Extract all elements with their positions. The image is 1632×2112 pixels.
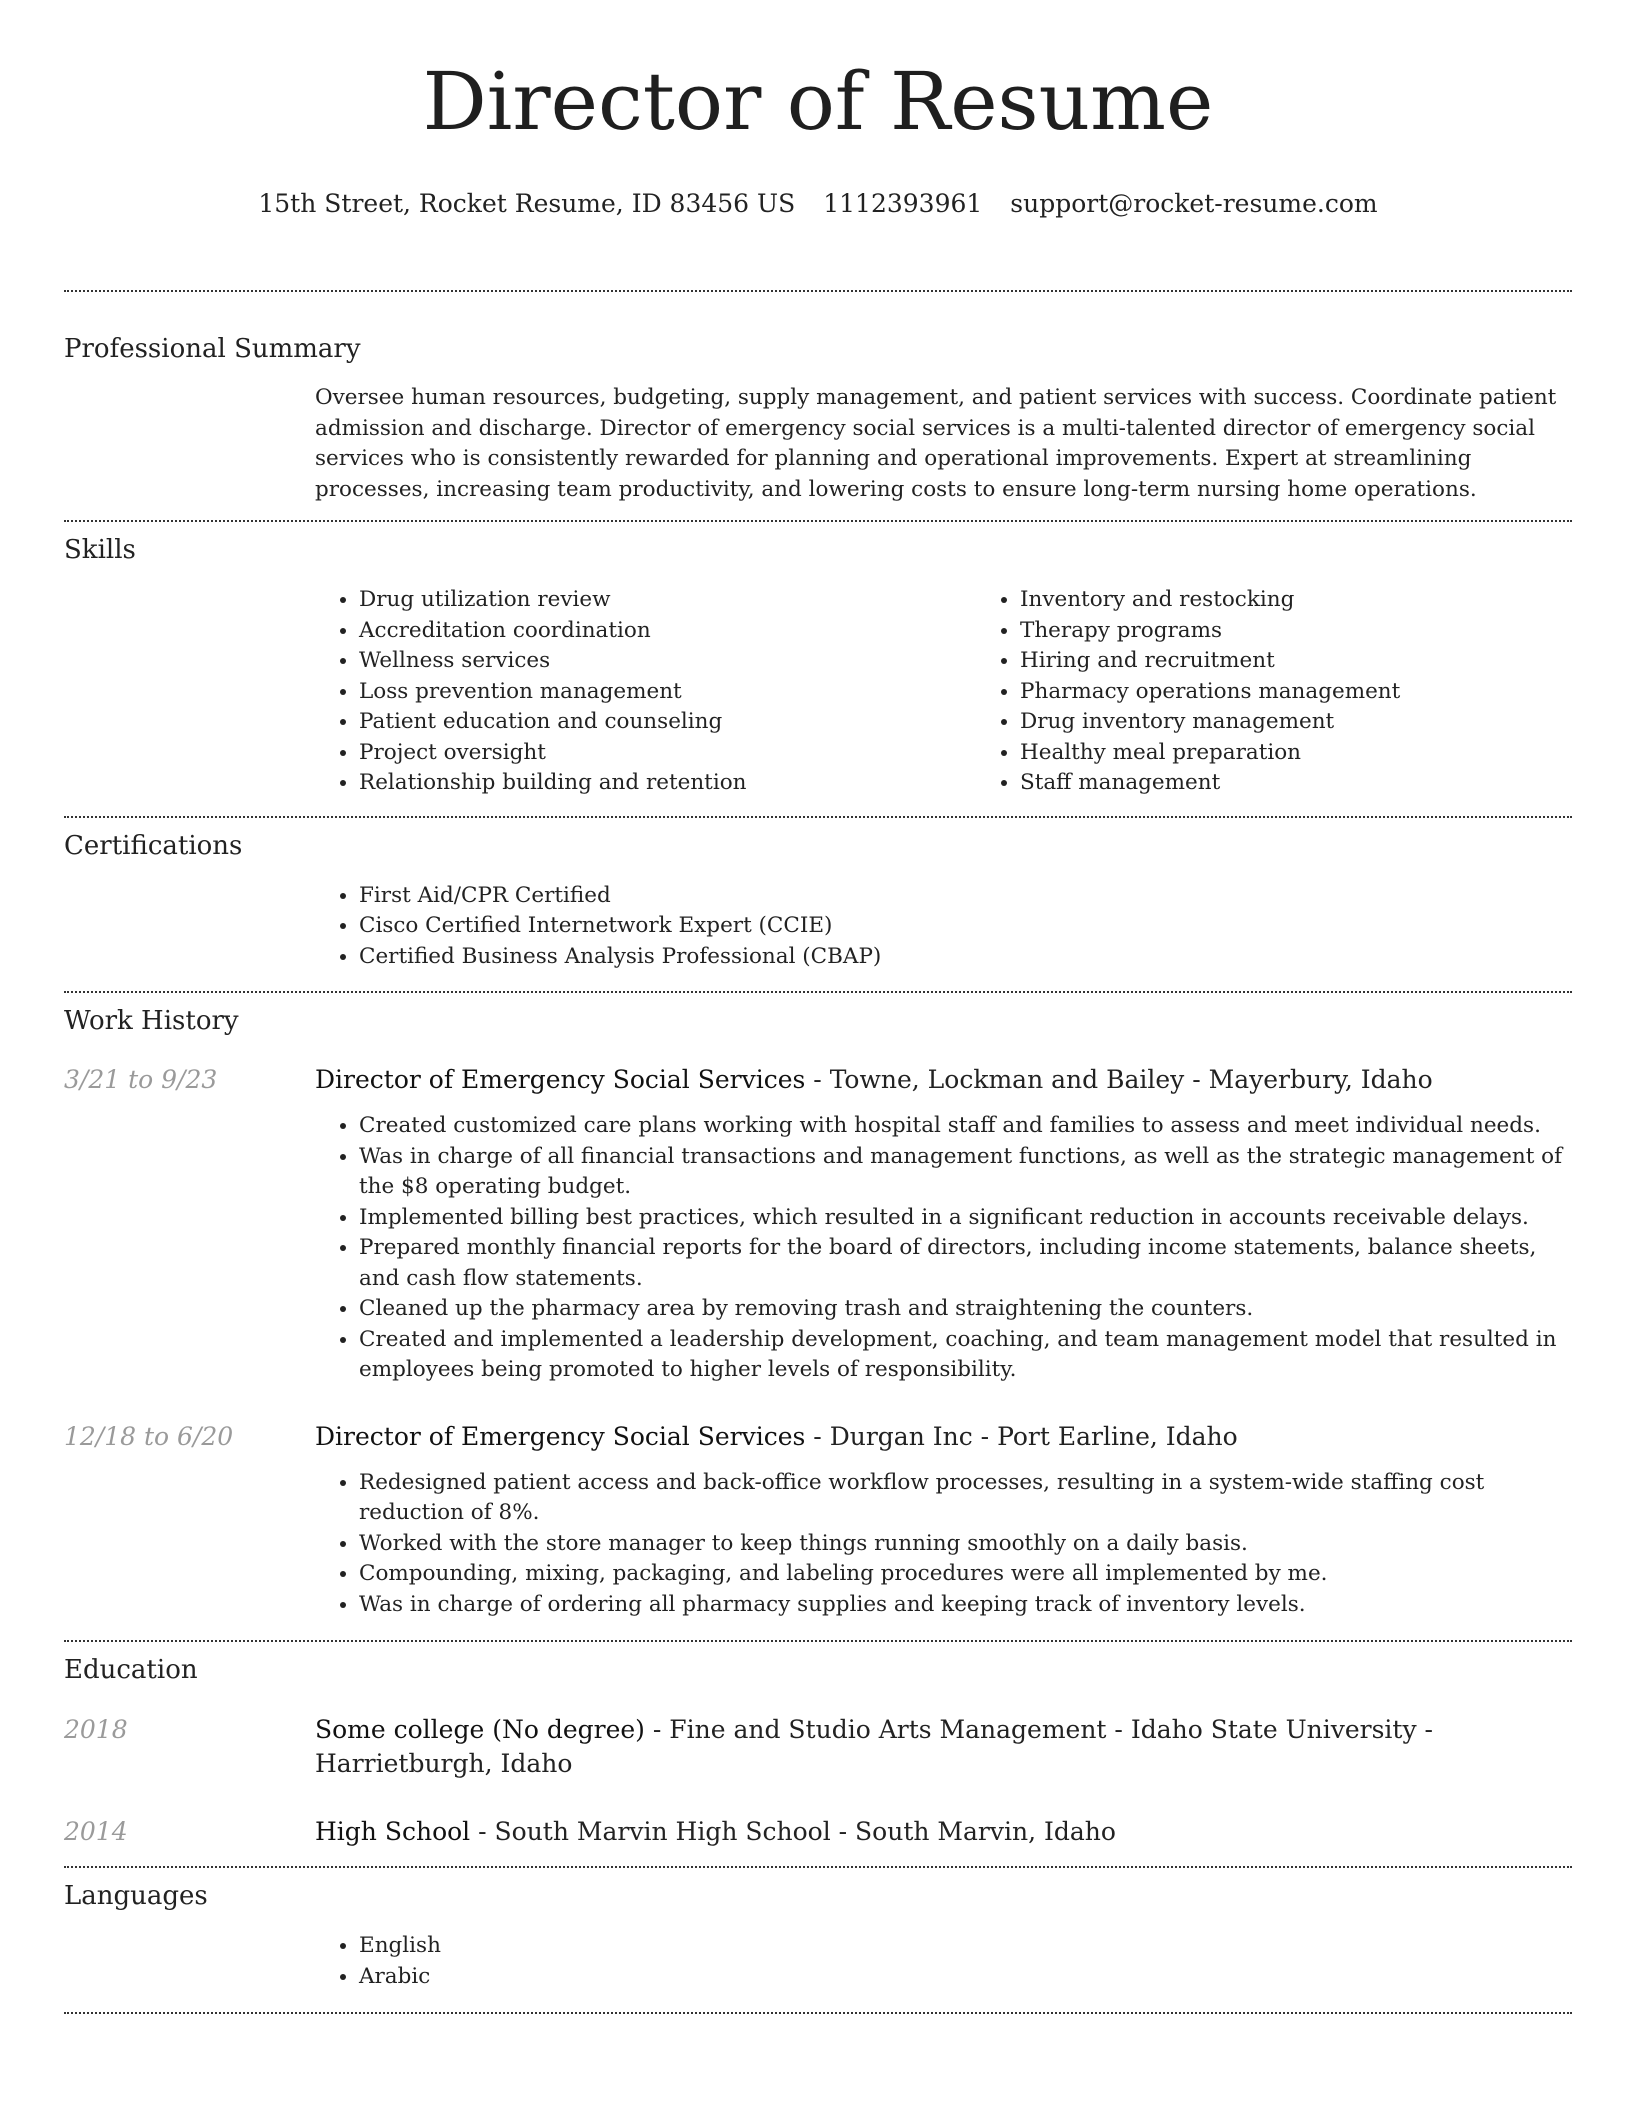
list-item: • Patient education and counseling: [359, 707, 976, 738]
education-details: - Fine and Studio Arts Management - Idaho State University - Harrietburgh, Idaho: [315, 1715, 1433, 1778]
job-bullets: [315, 1111, 1572, 1386]
summary-section: [64, 292, 1572, 505]
job-entry: [64, 1063, 1572, 1386]
list-item: • English: [359, 1931, 1572, 1962]
list-item: • Staff management: [1020, 768, 1632, 799]
divider: [64, 2012, 1572, 2014]
education-title: Education: [64, 1655, 198, 1685]
languages-title: Languages: [64, 1881, 208, 1911]
list-item: • Created and implemented a leadership development, coaching, and team management model that resulted in employees being promoted to higher levels of responsibility.: [359, 1325, 1572, 1386]
list-item: • Cisco Certified Internetwork Expert (CCIE): [359, 911, 1572, 942]
contact-email: support@rocket-resume.com: [1010, 189, 1378, 218]
list-item: • Pharmacy operations management: [1020, 677, 1632, 708]
certifications-title: Certifications: [64, 830, 243, 861]
contact-line: [64, 188, 1572, 220]
job-details: - Towne, Lockman and Bailey - Mayerbury, Idaho: [805, 1065, 1433, 1094]
list-item: • Accreditation coordination: [359, 616, 976, 647]
list-item: • Implemented billing best practices, which resulted in a significant reduction in accounts receivable delays.: [359, 1203, 1572, 1234]
skills-section: [64, 522, 1572, 799]
education-degree: High School: [315, 1817, 471, 1846]
education-entry: [64, 1815, 1572, 1849]
list-item: • Prepared monthly financial reports for the board of directors, including income statements, balance sheets, and cash flow statements.: [359, 1233, 1572, 1294]
resume-page: [64, 0, 1572, 2014]
job-dates: 3/21 to 9/23: [64, 1065, 218, 1094]
list-item: • Cleaned up the pharmacy area by removing trash and straightening the counters.: [359, 1294, 1572, 1325]
candidate-name: Director of Resume: [422, 55, 1214, 148]
languages-list: [315, 1931, 1572, 1992]
education-details: - South Marvin High School - South Marvin, Idaho: [470, 1817, 1116, 1846]
list-item: • Was in charge of ordering all pharmacy supplies and keeping track of inventory levels.: [359, 1590, 1572, 1621]
list-item: • Project oversight: [359, 738, 976, 769]
list-item: • Created customized care plans working with hospital staff and families to assess and meet individual needs.: [359, 1111, 1572, 1142]
job-dates: 12/18 to 6/20: [64, 1421, 234, 1451]
job-entry: [64, 1420, 1572, 1621]
job-heading: [315, 1420, 1572, 1454]
list-item: • Worked with the store manager to keep things running smoothly on a daily basis.: [359, 1529, 1572, 1560]
education-heading: [315, 1815, 1572, 1849]
list-item: • Compounding, mixing, packaging, and labeling procedures were all implemented by me.: [359, 1559, 1572, 1590]
list-item: • Hiring and recruitment: [1020, 646, 1632, 677]
resume-header: [64, 0, 1572, 220]
contact-address: 15th Street, Rocket Resume, ID 83456 US: [258, 189, 796, 218]
education-section: [64, 1642, 1572, 1849]
education-entry: [64, 1713, 1572, 1781]
list-item: • Healthy meal preparation: [1020, 738, 1632, 769]
list-item: • First Aid/CPR Certified: [359, 881, 1572, 912]
list-item: • Arabic: [359, 1962, 1572, 1993]
education-heading: [315, 1713, 1572, 1781]
job-title: Director of Emergency Social Services: [315, 1421, 806, 1451]
summary-text: Oversee human resources, budgeting, supply management, and patient services with success. Coordinate patient admission and discharge. Director of emergency social services is a multi-talented director of emergency social services who is consistently rewarded for planning and operational improvements. Expert at streamlining processes, increasing team productivity, and lowering costs to ensure long-term nursing home operations.: [315, 385, 1557, 502]
contact-phone: 1112393961: [823, 189, 983, 218]
list-item: • Therapy programs: [1020, 616, 1632, 647]
skills-list-left: [315, 585, 976, 799]
job-title: Director of Emergency Social Services: [315, 1065, 806, 1094]
certifications-list: [315, 881, 1572, 973]
education-year: 2014: [64, 1817, 128, 1846]
list-item: • Relationship building and retention: [359, 768, 976, 799]
job-details: - Durgan Inc - Port Earline, Idaho: [805, 1421, 1238, 1451]
education-year: 2018: [64, 1715, 128, 1744]
list-item: • Was in charge of all financial transactions and management functions, as well as the strategic management of the $8 operating budget.: [359, 1142, 1572, 1203]
list-item: • Loss prevention management: [359, 677, 976, 708]
skills-list-right: [976, 585, 1632, 799]
list-item: • Drug utilization review: [359, 585, 976, 616]
list-item: • Drug inventory management: [1020, 707, 1632, 738]
list-item: • Wellness services: [359, 646, 976, 677]
list-item: • Redesigned patient access and back-office workflow processes, resulting in a system-wide staffing cost reduction of 8%.: [359, 1468, 1572, 1529]
work-title: Work History: [64, 1006, 239, 1036]
skills-title: Skills: [64, 535, 136, 565]
job-bullets: [315, 1468, 1572, 1621]
work-section: [64, 993, 1572, 1620]
list-item: • Inventory and restocking: [1020, 585, 1632, 616]
certifications-section: [64, 818, 1572, 973]
summary-title: Professional Summary: [64, 334, 361, 364]
job-heading: [315, 1063, 1572, 1097]
list-item: • Certified Business Analysis Professional (CBAP): [359, 942, 1572, 973]
languages-section: [64, 1868, 1572, 1992]
education-degree: Some college (No degree): [315, 1715, 645, 1744]
